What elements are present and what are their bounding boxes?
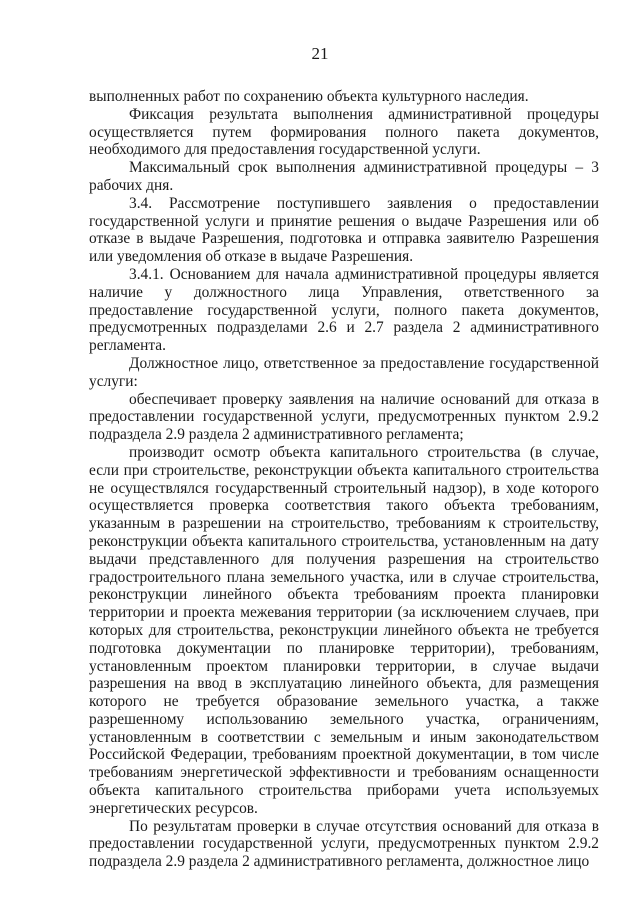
section-heading-3-4: 3.4. Рассмотрение поступившего заявления о предоставлении государственной услуги и принятие решения о выдаче Разрешения или об отказе в выдаче Разрешения, подготовка и отправка заявителю Разрешения или уведомления об отказе в выдаче Разрешения. (89, 194, 599, 266)
document-body (89, 88, 599, 871)
paragraph: Должностное лицо, ответственное за предоставление государственной услуги: (89, 354, 599, 390)
paragraph: Максимальный срок выполнения административной процедуры – 3 рабочих дня. (89, 159, 599, 194)
paragraph: выполненных работ по сохранению объекта культурного наследия. (89, 88, 529, 105)
list-item: производит осмотр объекта капитального строительства (в случае, если при строительстве, реконструкции объекта капитального строительства не осуществлялся государственный строительный надзор), в ходе которого осуществляется проверка соответствия такого объекта требованиям, указанным в разрешении на строительство, требованиям к строительству, реконструкции объекта капитального строительства, установленным на дату выдачи представленного для получения разрешения на строительство градостроительного плана земельного участка, или в случае строительства, реконструкции линейного объекта требованиям проекта планировки территории и проекта межевания территории (за исключением случаев, при которых для строительства, реконструкции линейного объекта не требуется подготовка документации по планировке территории), требованиям, установленным проектом планировки территории, в случае выдачи разрешения на ввод в эксплуатацию линейного объекта, для размещения которого не требуется образование земельного участка, а также разрешенному использованию земельного участка, ограничениям, установленным в соответствии с земельным и иным законодательством Российской Федерации, требованиям проектной документации, в том числе требованиям энергетической эффективности и требованиям оснащенности объекта капитального строительства приборами учета используемых энергетических ресурсов. (89, 443, 599, 817)
page-number: 21 (311, 44, 329, 63)
paragraph: Фиксация результата выполнения административной процедуры осуществляется путем формирования полного пакета документов, необходимого для предоставления государственной услуги. (89, 105, 599, 159)
paragraph: По результатам проверки в случае отсутствия оснований для отказа в предоставлении государственной услуги, предусмотренных пунктом 2.9.2 подраздела 2.9 раздела 2 административного регламента, должностное лицо (89, 817, 599, 871)
list-item: обеспечивает проверку заявления на наличие оснований для отказа в предоставлении государственной услуги, предусмотренных пунктом 2.9.2 подраздела 2.9 раздела 2 административного регламента; (89, 390, 599, 444)
section-heading-3-4-1: 3.4.1. Основанием для начала административной процедуры является наличие у должностного лица Управления, ответственного за предоставление государственной услуги, полного пакета документов, предусмотренных подразделами 2.6 и 2.7 раздела 2 административного регламента. (89, 265, 599, 355)
